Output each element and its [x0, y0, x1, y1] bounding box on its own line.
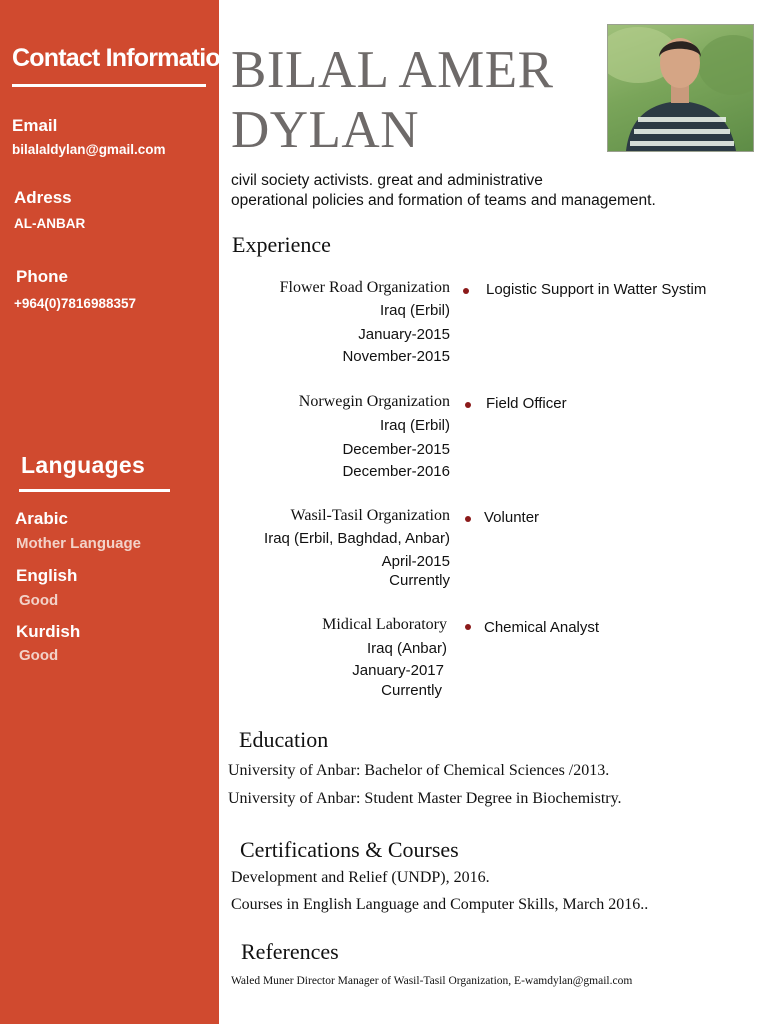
sidebar	[0, 0, 235, 1024]
language-name: Kurdish	[16, 622, 81, 641]
experience-location: Iraq (Erbil)	[379, 417, 450, 434]
experience-start: January-2017	[352, 662, 444, 679]
experience-org: Norwegin Organization	[298, 393, 450, 410]
references-title: References	[241, 939, 339, 964]
bullet-icon	[465, 624, 471, 630]
certifications-title: Certifications & Courses	[240, 837, 459, 862]
languages-title-divider	[19, 489, 170, 492]
experience-org: Wasil-Tasil Organization	[290, 507, 450, 524]
full-name	[231, 40, 554, 160]
phone-value[interactable]: +964(0)7816988357	[14, 296, 136, 311]
bullet-icon	[465, 516, 471, 522]
bullet-icon	[463, 288, 469, 294]
experience-location: Iraq (Erbil)	[379, 302, 450, 319]
language-level: Good	[19, 592, 59, 609]
contact-title-divider	[12, 84, 206, 87]
experience-end: December-2016	[342, 463, 450, 480]
certification-item: Courses in English Language and Computer Skills, March 2016..	[231, 896, 649, 913]
email-value[interactable]: bilalaldylan@gmail.com	[12, 142, 166, 157]
education-item: University of Anbar: Student Master Degree in Biochemistry.	[228, 790, 622, 807]
address-value: AL-ANBAR	[14, 216, 86, 231]
experience-start: April-2015	[381, 553, 450, 570]
language-name: Arabic	[15, 509, 68, 528]
address-label: Adress	[14, 188, 72, 207]
experience-org: Flower Road Organization	[279, 279, 450, 296]
experience-role: Logistic Support in Watter Systim	[486, 281, 707, 298]
certification-item: Development and Relief (UNDP), 2016.	[231, 869, 490, 886]
language-level: Good	[19, 647, 59, 664]
experience-role: Volunter	[484, 509, 540, 526]
experience-role: Field Officer	[486, 395, 567, 412]
name-line-1: BILAL AMER	[231, 41, 554, 99]
languages-title: Languages	[21, 452, 146, 478]
bullet-icon	[465, 402, 471, 408]
experience-end: Currently	[389, 572, 450, 589]
education-title: Education	[239, 727, 329, 752]
summary-line-2: operational policies and formation of teams and management.	[231, 192, 656, 209]
phone-label: Phone	[16, 267, 68, 286]
reference-text: Waled Muner Director Manager of Wasil-Tasil Organization, E-wamdylan@gmail.com	[231, 975, 633, 987]
experience-role: Chemical Analyst	[484, 619, 600, 636]
experience-location: Iraq (Anbar)	[366, 640, 447, 657]
experience-start: December-2015	[342, 441, 450, 458]
experience-title: Experience	[232, 232, 331, 257]
education-item: University of Anbar: Bachelor of Chemical Sciences /2013.	[228, 762, 610, 779]
language-name: English	[16, 566, 78, 585]
experience-org: Midical Laboratory	[322, 616, 447, 633]
language-level: Mother Language	[16, 535, 142, 552]
contact-title: Contact Information	[12, 44, 235, 72]
name-line-2: DYLAN	[231, 101, 419, 159]
experience-end: November-2015	[342, 348, 450, 365]
profile-summary	[231, 171, 751, 211]
experience-location: Iraq (Erbil, Baghdad, Anbar)	[264, 530, 450, 547]
profile-photo	[607, 24, 754, 152]
email-label: Email	[12, 116, 58, 135]
experience-start: January-2015	[358, 326, 450, 343]
experience-end: Currently	[381, 682, 442, 699]
summary-line-1: civil society activists. great and administrative	[231, 172, 543, 189]
person-photo-icon	[608, 25, 753, 151]
